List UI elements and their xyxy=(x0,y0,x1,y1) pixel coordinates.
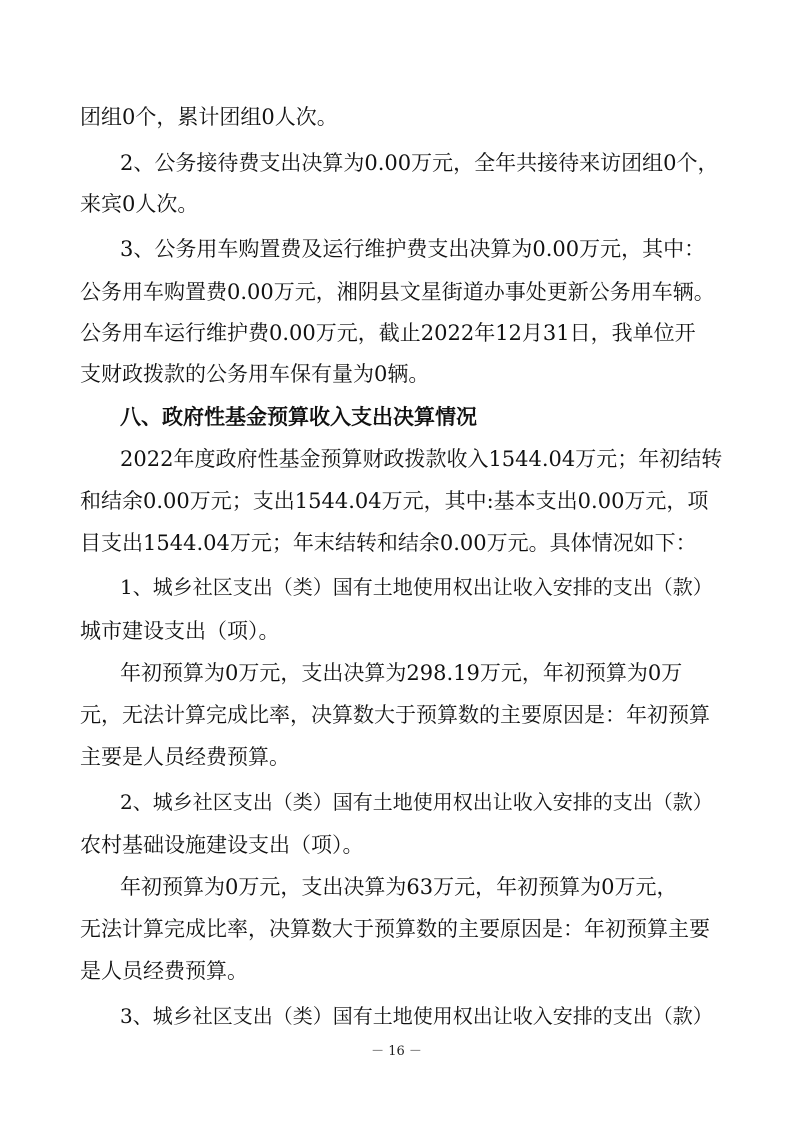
text-line: 支财政拨款的公务用车保有量为0辆。 xyxy=(80,362,430,386)
text-line: 农村基础设施建设支出（项）。 xyxy=(80,833,364,857)
text-line: 2、公务接待费支出决算为0.00万元，全年共接待来访团组0个， xyxy=(120,151,719,175)
text-line: 1、城乡社区支出（类）国有土地使用权出让收入安排的支出（款） xyxy=(120,575,713,599)
text-line: 来宾0人次。 xyxy=(80,192,199,216)
text-line: 公务用车运行维护费0.00万元，截止2022年12月31日，我单位开 xyxy=(80,321,696,345)
text-line: 目支出1544.04万元；年末结转和结余0.00万元。具体情况如下： xyxy=(80,531,697,555)
text-line: 无法计算完成比率，决算数大于预算数的主要原因是：年初预算主要 xyxy=(80,917,710,941)
page-number: － 16 － xyxy=(371,1044,422,1059)
text-line: 城市建设支出（项）。 xyxy=(80,619,280,643)
text-line: 3、城乡社区支出（类）国有土地使用权出让收入安排的支出（款） xyxy=(120,1004,713,1028)
text-line: 年初预算为0万元，支出决算为63万元，年初预算为0万元， xyxy=(120,875,678,899)
text-line: 主要是人员经费预算。 xyxy=(80,745,290,769)
text-line: 公务用车购置费0.00万元，湘阴县文星街道办事处更新公务用车辆。 xyxy=(80,280,715,304)
text-line: 是人员经费预算。 xyxy=(80,959,248,983)
text-line: 元，无法计算完成比率，决算数大于预算数的主要原因是：年初预算 xyxy=(80,703,710,727)
text-line: 2、城乡社区支出（类）国有土地使用权出让收入安排的支出（款） xyxy=(120,790,713,814)
text-line: 和结余0.00万元；支出1544.04万元，其中:基本支出0.00万元，项 xyxy=(80,489,709,513)
text-line: 年初预算为0万元，支出决算为298.19万元，年初预算为0万 xyxy=(120,661,683,685)
text-line: 团组0个，累计团组0人次。 xyxy=(80,105,338,129)
section-heading: 八、政府性基金预算收入支出决算情况 xyxy=(120,405,477,429)
text-line: 2022年度政府性基金预算财政拨款收入1544.04万元；年初结转 xyxy=(120,447,723,471)
text-line: 3、公务用车购置费及运行维护费支出决算为0.00万元，其中： xyxy=(120,237,706,261)
